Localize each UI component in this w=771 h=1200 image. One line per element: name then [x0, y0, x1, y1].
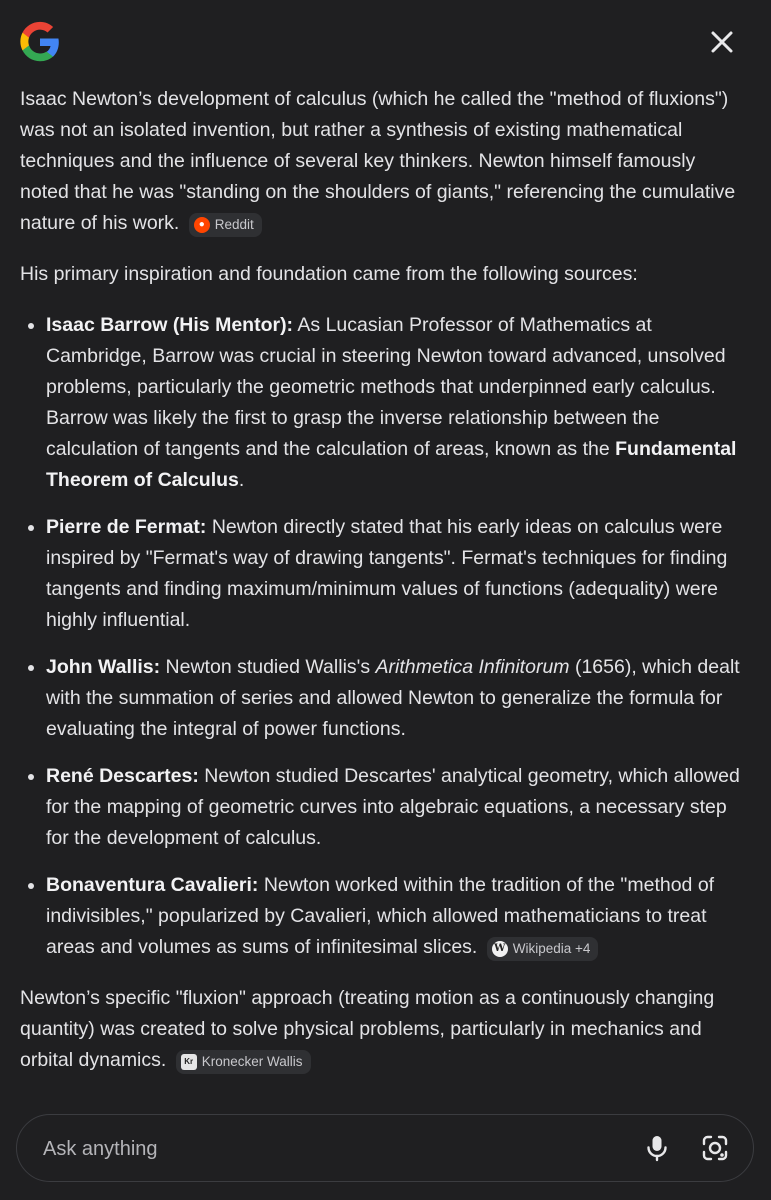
list-item-title: John Wallis:: [46, 656, 161, 678]
mic-icon[interactable]: [641, 1132, 673, 1164]
ask-bar: [16, 1114, 754, 1182]
kronecker-wallis-icon: Kr: [181, 1054, 197, 1070]
closing-text: Newton’s specific "fluxion" approach (treating motion as a continuously changing quantity) was created to solve physical problems, particularly in mechanics and orbital dynamics.: [20, 987, 715, 1071]
book-title: Arithmetica Infinitorum: [375, 656, 570, 678]
list-item: • Bonaventura Cavalieri: Newton worked within the tradition of the "method of indivisibles," popularized by Cavalieri, which allowed mathematicians to treat areas and volumes as sums of infinitesimal slices. W Wikipedia +4: [46, 870, 742, 963]
header: [0, 0, 771, 84]
source-chip-wikipedia[interactable]: [487, 937, 599, 961]
reddit-icon: ●: [194, 217, 210, 233]
wikipedia-icon: W: [492, 941, 508, 957]
list-item-title: Bonaventura Cavalieri:: [46, 874, 259, 896]
list-item: • René Descartes: Newton studied Descartes' analytical geometry, which allowed for the mapping of geometric curves into algebraic equations, a necessary step for the development of calculus.: [46, 761, 742, 854]
list-item: • Pierre de Fermat: Newton directly stated that his early ideas on calculus were inspired by "Fermat's way of drawing tangents". Fermat's techniques for finding tangents and finding maximum/minimum values of functions (adequality) were highly influential.: [46, 512, 742, 636]
close-icon[interactable]: [704, 24, 740, 60]
bold-term: Fundamental Theorem of Calculus: [46, 438, 737, 491]
source-chip-reddit[interactable]: [189, 213, 262, 237]
source-chip-label: Reddit: [214, 217, 254, 232]
list-item-title: Isaac Barrow (His Mentor):: [46, 314, 294, 336]
google-lens-icon[interactable]: [699, 1132, 731, 1164]
intro-paragraph: [20, 84, 742, 239]
ask-input[interactable]: [41, 1115, 605, 1183]
source-chip-label: Wikipedia +4: [512, 941, 591, 956]
source-chip-label: Kronecker Wallis: [201, 1054, 303, 1069]
list-item-title: Pierre de Fermat:: [46, 516, 207, 538]
google-g-logo: [18, 20, 62, 64]
lead-paragraph: His primary inspiration and foundation came from the following sources:: [20, 263, 638, 285]
list-item: • John Wallis: Newton studied Wallis's Arithmetica Infinitorum (1656), which dealt with the summation of series and allowed Newton to generalize the formula for evaluating the integral of power functions.: [46, 652, 742, 745]
list-item: • Isaac Barrow (His Mentor): As Lucasian Professor of Mathematics at Cambridge, Barrow was crucial in steering Newton toward advanced, unsolved problems, particularly the geometric methods that underpinned early calculus. Barrow was likely the first to grasp the inverse relationship between the calculation of tangents and the calculation of areas, known as the Fundamental Theorem of Calculus.: [46, 310, 742, 496]
source-chip-kronecker-wallis[interactable]: [176, 1050, 311, 1074]
sources-list: [20, 310, 742, 963]
intro-text: Isaac Newton’s development of calculus (which he called the "method of fluxions") was not an isolated invention, but rather a synthesis of existing mathematical techniques and the influence of several key thinkers. Newton himself famously noted that he was "standing on the shoulders of giants," referencing the cumulative nature of his work.: [20, 88, 736, 234]
answer-content: [20, 84, 742, 1096]
list-item-title: René Descartes:: [46, 765, 199, 787]
closing-paragraph: [20, 983, 742, 1076]
